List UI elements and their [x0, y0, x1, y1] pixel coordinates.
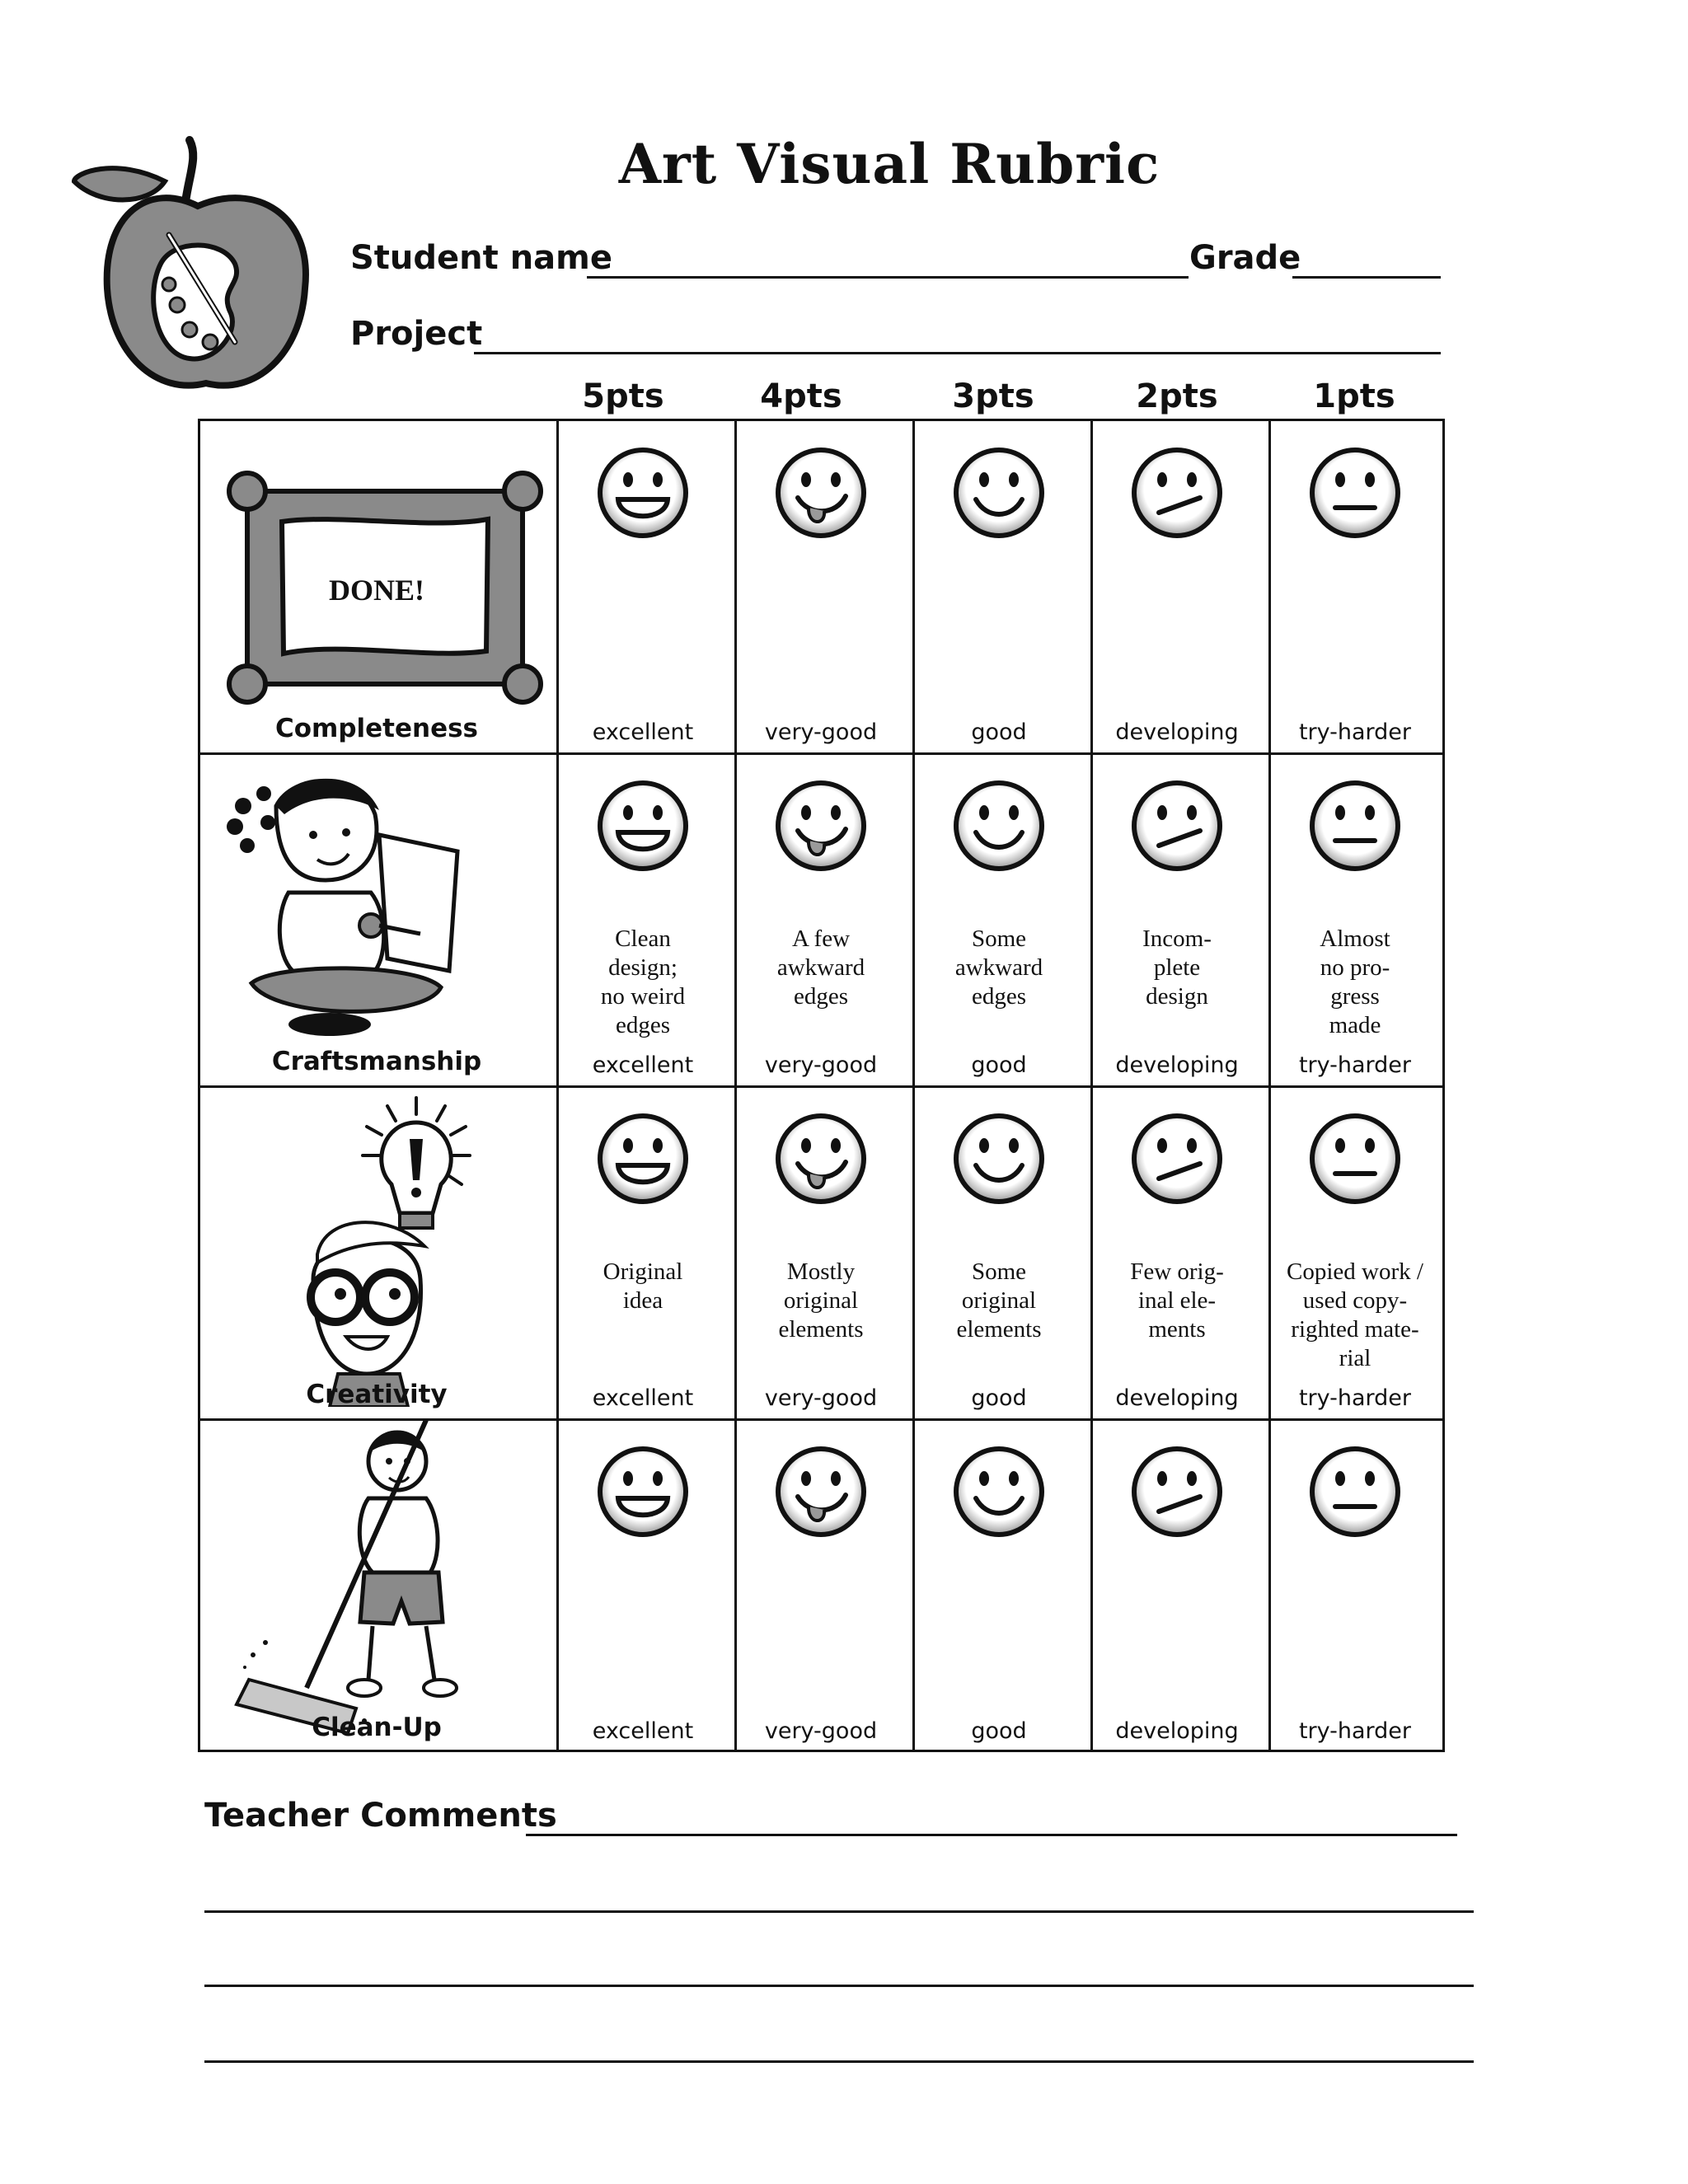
- criterion-description: Copied work / used copy- righted mate- rial: [1287, 1258, 1423, 1371]
- criterion-description: Mostly original elements: [778, 1258, 864, 1343]
- level-label-good: good: [971, 719, 1027, 745]
- level-label-developing: developing: [1115, 1718, 1239, 1744]
- points-header-3: 3pts: [952, 377, 1034, 415]
- done-frame-illustration: [224, 468, 546, 707]
- project-label: Project: [350, 315, 483, 353]
- criterion-description: Incom- plete design: [1142, 926, 1212, 1010]
- criterion-label-completeness: Completeness: [274, 714, 479, 743]
- neutral-face-icon[interactable]: [1306, 443, 1404, 542]
- level-label-very-good: very-good: [764, 1052, 878, 1078]
- neutral-face-icon[interactable]: [1306, 1442, 1404, 1541]
- criterion-label-creativity: Creativity: [306, 1380, 448, 1409]
- level-label-developing: developing: [1115, 719, 1239, 745]
- girl-cutting-paper-illustration: [218, 757, 490, 1045]
- smile-face-icon[interactable]: [950, 776, 1048, 875]
- criterion-label-clean-up: Clean-Up: [312, 1713, 442, 1742]
- done-sign-text: DONE!: [329, 574, 424, 607]
- level-label-excellent: excellent: [592, 719, 694, 745]
- level-label-good: good: [971, 1718, 1027, 1744]
- grade-label: Grade: [1189, 239, 1301, 277]
- level-label-very-good: very-good: [764, 1718, 878, 1744]
- criterion-description: Some awkward edges: [954, 926, 1043, 1010]
- neutral-face-icon[interactable]: [1306, 1109, 1404, 1208]
- points-header-2: 2pts: [1136, 377, 1218, 415]
- level-label-try-harder: try-harder: [1298, 1718, 1412, 1744]
- boy-idea-lightbulb-illustration: [284, 1090, 499, 1407]
- neutral-face-icon[interactable]: [1306, 776, 1404, 875]
- boy-sweeping-illustration: [232, 1416, 488, 1746]
- level-label-very-good: very-good: [764, 719, 878, 745]
- criterion-description: Almost no pro- gress made: [1320, 926, 1390, 1038]
- level-label-good: good: [971, 1052, 1027, 1078]
- comments-line-3[interactable]: [204, 1985, 1474, 1987]
- smile-face-icon[interactable]: [950, 1442, 1048, 1541]
- big-grin-face-icon[interactable]: [593, 1442, 692, 1541]
- tongue-out-face-icon[interactable]: [771, 1442, 870, 1541]
- level-label-developing: developing: [1115, 1385, 1239, 1411]
- points-header-1: 1pts: [1313, 377, 1395, 415]
- page-title: Art Visual Rubric: [618, 132, 1160, 196]
- tongue-out-face-icon[interactable]: [771, 1109, 870, 1208]
- level-label-developing: developing: [1115, 1052, 1239, 1078]
- tongue-out-face-icon[interactable]: [771, 443, 870, 542]
- comments-line-4[interactable]: [204, 2060, 1474, 2063]
- smile-face-icon[interactable]: [950, 443, 1048, 542]
- big-grin-face-icon[interactable]: [593, 443, 692, 542]
- student-name-label: Student name: [350, 239, 612, 277]
- level-label-excellent: excellent: [592, 1718, 694, 1744]
- criterion-description: Clean design; no weird edges: [600, 926, 686, 1038]
- grade-field[interactable]: [1292, 276, 1441, 279]
- criterion-label-craftsmanship: Craftsmanship: [271, 1047, 482, 1076]
- points-header-4: 4pts: [760, 377, 842, 415]
- teacher-comments-field[interactable]: [526, 1834, 1457, 1836]
- level-label-good: good: [971, 1385, 1027, 1411]
- criterion-description: Original idea: [603, 1258, 683, 1314]
- skeptical-face-icon[interactable]: [1128, 776, 1226, 875]
- comments-line-2[interactable]: [204, 1910, 1474, 1913]
- criterion-description: A few awkward edges: [776, 926, 865, 1010]
- level-label-excellent: excellent: [592, 1385, 694, 1411]
- big-grin-face-icon[interactable]: [593, 1109, 692, 1208]
- level-label-try-harder: try-harder: [1298, 719, 1412, 745]
- level-label-very-good: very-good: [764, 1385, 878, 1411]
- project-field[interactable]: [474, 352, 1441, 354]
- skeptical-face-icon[interactable]: [1128, 1109, 1226, 1208]
- level-label-try-harder: try-harder: [1298, 1052, 1412, 1078]
- skeptical-face-icon[interactable]: [1128, 1442, 1226, 1541]
- skeptical-face-icon[interactable]: [1128, 443, 1226, 542]
- level-label-try-harder: try-harder: [1298, 1385, 1412, 1411]
- smile-face-icon[interactable]: [950, 1109, 1048, 1208]
- tongue-out-face-icon[interactable]: [771, 776, 870, 875]
- level-label-excellent: excellent: [592, 1052, 694, 1078]
- points-header-5: 5pts: [582, 377, 664, 415]
- student-name-field[interactable]: [587, 276, 1189, 279]
- criterion-description: Few orig- inal ele- ments: [1130, 1258, 1224, 1343]
- teacher-comments-label: Teacher Comments: [204, 1797, 557, 1835]
- big-grin-face-icon[interactable]: [593, 776, 692, 875]
- criterion-description: Some original elements: [956, 1258, 1042, 1343]
